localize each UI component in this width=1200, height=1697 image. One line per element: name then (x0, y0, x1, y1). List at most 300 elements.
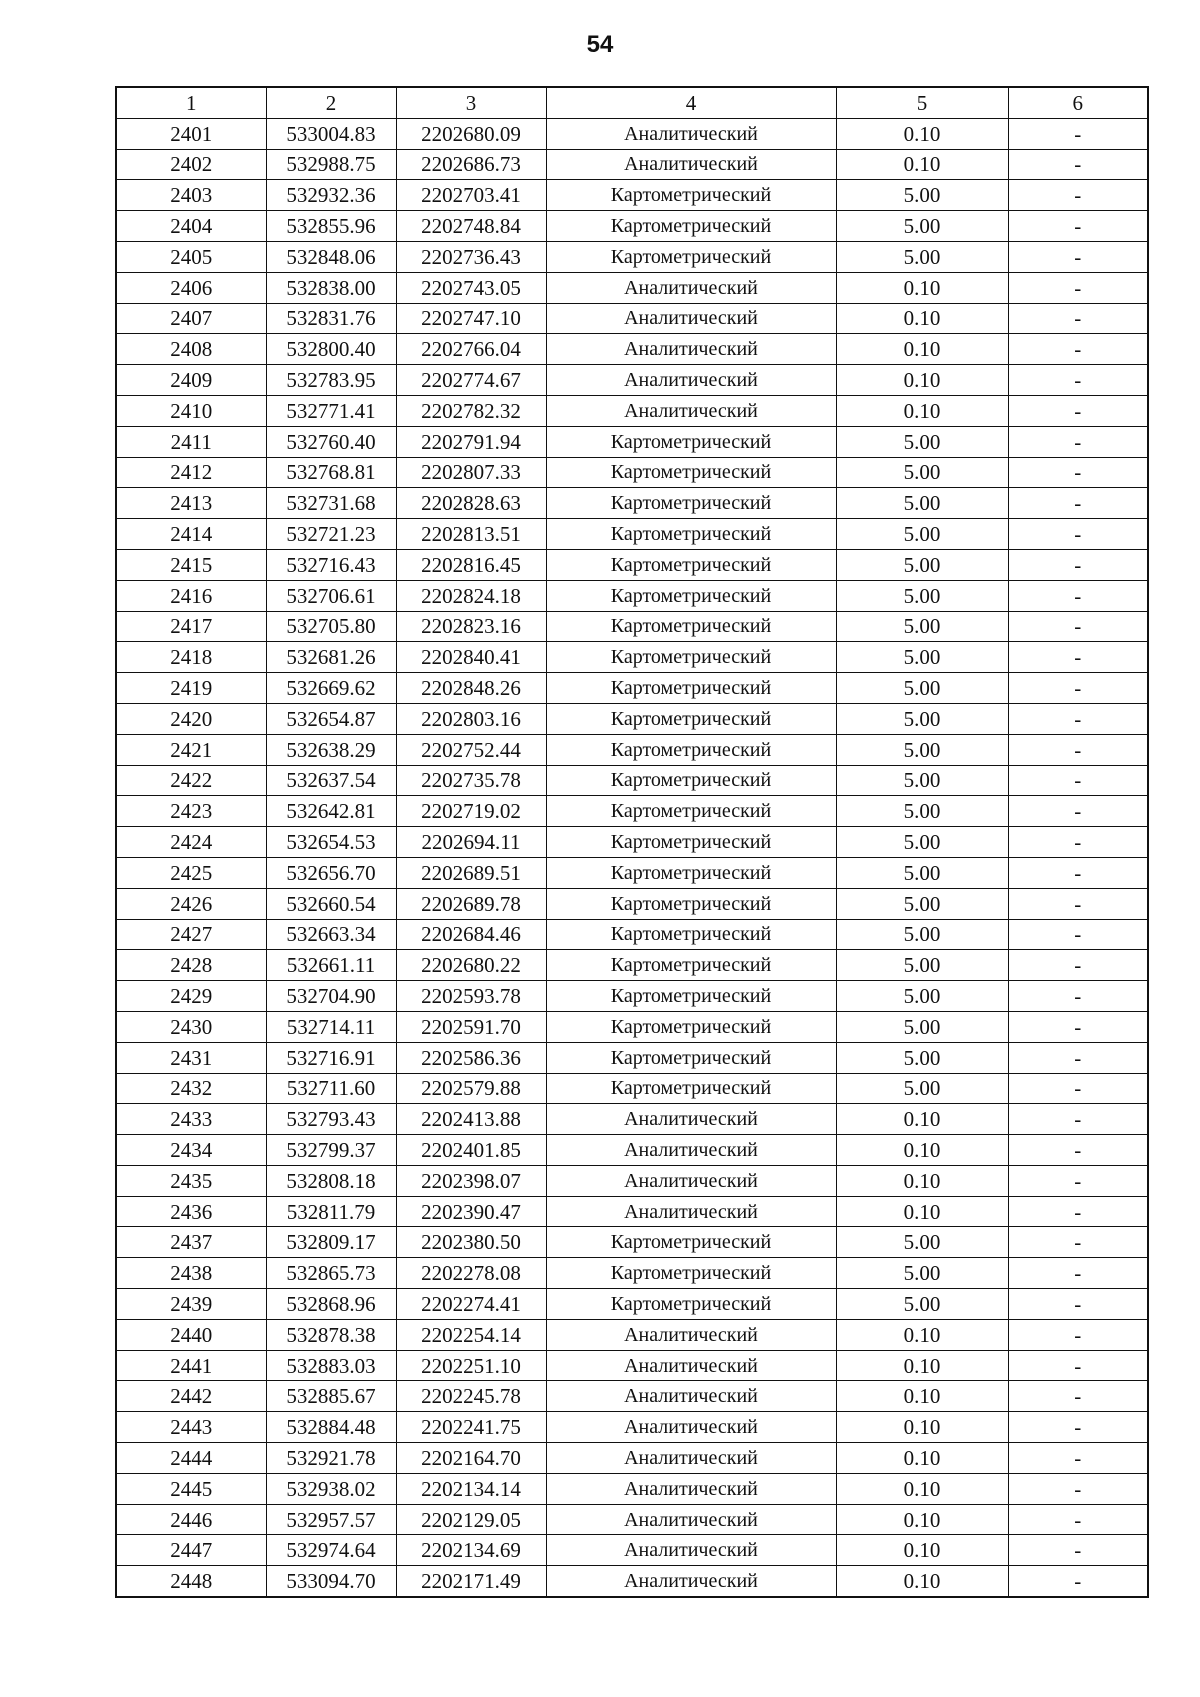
x-coordinate-cell: 532716.43 (266, 549, 396, 580)
note-cell: - (1008, 1535, 1148, 1566)
accuracy-cell: 0.10 (836, 1319, 1008, 1350)
x-coordinate-cell: 532800.40 (266, 334, 396, 365)
y-coordinate-cell: 2202774.67 (396, 365, 546, 396)
point-number-cell: 2447 (116, 1535, 266, 1566)
y-coordinate-cell: 2202736.43 (396, 241, 546, 272)
accuracy-cell: 0.10 (836, 1504, 1008, 1535)
y-coordinate-cell: 2202735.78 (396, 765, 546, 796)
column-header-6: 6 (1008, 87, 1148, 118)
y-coordinate-cell: 2202278.08 (396, 1258, 546, 1289)
method-cell: Картометрический (546, 611, 836, 642)
point-number-cell: 2431 (116, 1042, 266, 1073)
table-row (116, 580, 1148, 611)
y-coordinate-cell: 2202689.51 (396, 857, 546, 888)
table-row (116, 1135, 1148, 1166)
x-coordinate-cell: 532957.57 (266, 1504, 396, 1535)
accuracy-cell: 0.10 (836, 1566, 1008, 1597)
y-coordinate-cell: 2202680.22 (396, 950, 546, 981)
accuracy-cell: 5.00 (836, 703, 1008, 734)
y-coordinate-cell: 2202684.46 (396, 919, 546, 950)
y-coordinate-cell: 2202803.16 (396, 703, 546, 734)
x-coordinate-cell: 532656.70 (266, 857, 396, 888)
x-coordinate-cell: 532669.62 (266, 673, 396, 704)
column-header-1: 1 (116, 87, 266, 118)
y-coordinate-cell: 2202241.75 (396, 1412, 546, 1443)
note-cell: - (1008, 1073, 1148, 1104)
accuracy-cell: 5.00 (836, 549, 1008, 580)
point-number-cell: 2429 (116, 981, 266, 1012)
table-row (116, 211, 1148, 242)
accuracy-cell: 0.10 (836, 395, 1008, 426)
table-row (116, 796, 1148, 827)
y-coordinate-cell: 2202824.18 (396, 580, 546, 611)
accuracy-cell: 0.10 (836, 365, 1008, 396)
point-number-cell: 2417 (116, 611, 266, 642)
table-row (116, 1381, 1148, 1412)
accuracy-cell: 5.00 (836, 1011, 1008, 1042)
method-cell: Картометрический (546, 981, 836, 1012)
method-cell: Аналитический (546, 1104, 836, 1135)
method-cell: Аналитический (546, 1196, 836, 1227)
x-coordinate-cell: 532716.91 (266, 1042, 396, 1073)
method-cell: Аналитический (546, 149, 836, 180)
x-coordinate-cell: 532638.29 (266, 734, 396, 765)
note-cell: - (1008, 303, 1148, 334)
table-row (116, 457, 1148, 488)
x-coordinate-cell: 532988.75 (266, 149, 396, 180)
x-coordinate-cell: 532799.37 (266, 1135, 396, 1166)
accuracy-cell: 0.10 (836, 1535, 1008, 1566)
table-row (116, 1104, 1148, 1135)
accuracy-cell: 5.00 (836, 642, 1008, 673)
method-cell: Картометрический (546, 180, 836, 211)
x-coordinate-cell: 532974.64 (266, 1535, 396, 1566)
point-number-cell: 2446 (116, 1504, 266, 1535)
note-cell: - (1008, 426, 1148, 457)
point-number-cell: 2416 (116, 580, 266, 611)
point-number-cell: 2407 (116, 303, 266, 334)
method-cell: Аналитический (546, 1566, 836, 1597)
table-row (116, 919, 1148, 950)
point-number-cell: 2409 (116, 365, 266, 396)
y-coordinate-cell: 2202245.78 (396, 1381, 546, 1412)
y-coordinate-cell: 2202254.14 (396, 1319, 546, 1350)
x-coordinate-cell: 532878.38 (266, 1319, 396, 1350)
x-coordinate-cell: 532868.96 (266, 1289, 396, 1320)
y-coordinate-cell: 2202129.05 (396, 1504, 546, 1535)
table-row (116, 1443, 1148, 1474)
x-coordinate-cell: 532838.00 (266, 272, 396, 303)
y-coordinate-cell: 2202251.10 (396, 1350, 546, 1381)
accuracy-cell: 5.00 (836, 827, 1008, 858)
accuracy-cell: 5.00 (836, 981, 1008, 1012)
point-number-cell: 2444 (116, 1443, 266, 1474)
accuracy-cell: 5.00 (836, 796, 1008, 827)
table-row (116, 1319, 1148, 1350)
accuracy-cell: 5.00 (836, 888, 1008, 919)
table-body (116, 118, 1148, 1597)
accuracy-cell: 5.00 (836, 180, 1008, 211)
method-cell: Аналитический (546, 365, 836, 396)
accuracy-cell: 5.00 (836, 950, 1008, 981)
note-cell: - (1008, 1165, 1148, 1196)
x-coordinate-cell: 532811.79 (266, 1196, 396, 1227)
table-row (116, 981, 1148, 1012)
accuracy-cell: 5.00 (836, 457, 1008, 488)
table-row (116, 1196, 1148, 1227)
method-cell: Картометрический (546, 703, 836, 734)
accuracy-cell: 0.10 (836, 334, 1008, 365)
x-coordinate-cell: 532660.54 (266, 888, 396, 919)
table-row (116, 1473, 1148, 1504)
table-header-row (116, 87, 1148, 118)
point-number-cell: 2442 (116, 1381, 266, 1412)
x-coordinate-cell: 533094.70 (266, 1566, 396, 1597)
note-cell: - (1008, 765, 1148, 796)
table-row (116, 734, 1148, 765)
point-number-cell: 2437 (116, 1227, 266, 1258)
table-row (116, 1011, 1148, 1042)
accuracy-cell: 5.00 (836, 211, 1008, 242)
method-cell: Картометрический (546, 888, 836, 919)
method-cell: Аналитический (546, 1504, 836, 1535)
note-cell: - (1008, 272, 1148, 303)
accuracy-cell: 5.00 (836, 426, 1008, 457)
x-coordinate-cell: 532681.26 (266, 642, 396, 673)
column-header-4: 4 (546, 87, 836, 118)
y-coordinate-cell: 2202593.78 (396, 981, 546, 1012)
note-cell: - (1008, 395, 1148, 426)
y-coordinate-cell: 2202752.44 (396, 734, 546, 765)
note-cell: - (1008, 796, 1148, 827)
y-coordinate-cell: 2202807.33 (396, 457, 546, 488)
column-header-3: 3 (396, 87, 546, 118)
x-coordinate-cell: 532855.96 (266, 211, 396, 242)
accuracy-cell: 5.00 (836, 611, 1008, 642)
method-cell: Картометрический (546, 426, 836, 457)
point-number-cell: 2415 (116, 549, 266, 580)
y-coordinate-cell: 2202747.10 (396, 303, 546, 334)
y-coordinate-cell: 2202748.84 (396, 211, 546, 242)
table-row (116, 1412, 1148, 1443)
method-cell: Аналитический (546, 303, 836, 334)
note-cell: - (1008, 827, 1148, 858)
point-number-cell: 2420 (116, 703, 266, 734)
point-number-cell: 2406 (116, 272, 266, 303)
y-coordinate-cell: 2202840.41 (396, 642, 546, 673)
accuracy-cell: 0.10 (836, 1104, 1008, 1135)
point-number-cell: 2427 (116, 919, 266, 950)
method-cell: Картометрический (546, 950, 836, 981)
x-coordinate-cell: 532705.80 (266, 611, 396, 642)
table-row (116, 1350, 1148, 1381)
note-cell: - (1008, 734, 1148, 765)
y-coordinate-cell: 2202816.45 (396, 549, 546, 580)
y-coordinate-cell: 2202591.70 (396, 1011, 546, 1042)
method-cell: Аналитический (546, 1319, 836, 1350)
accuracy-cell: 5.00 (836, 1227, 1008, 1258)
column-header-2: 2 (266, 87, 396, 118)
note-cell: - (1008, 1412, 1148, 1443)
point-number-cell: 2411 (116, 426, 266, 457)
x-coordinate-cell: 532771.41 (266, 395, 396, 426)
table-row (116, 395, 1148, 426)
x-coordinate-cell: 532731.68 (266, 488, 396, 519)
method-cell: Аналитический (546, 1412, 836, 1443)
accuracy-cell: 0.10 (836, 1412, 1008, 1443)
point-number-cell: 2445 (116, 1473, 266, 1504)
note-cell: - (1008, 241, 1148, 272)
point-number-cell: 2414 (116, 519, 266, 550)
y-coordinate-cell: 2202848.26 (396, 673, 546, 704)
x-coordinate-cell: 532831.76 (266, 303, 396, 334)
note-cell: - (1008, 1289, 1148, 1320)
point-number-cell: 2405 (116, 241, 266, 272)
point-number-cell: 2425 (116, 857, 266, 888)
accuracy-cell: 0.10 (836, 1135, 1008, 1166)
accuracy-cell: 5.00 (836, 1289, 1008, 1320)
table-row (116, 1566, 1148, 1597)
note-cell: - (1008, 857, 1148, 888)
note-cell: - (1008, 549, 1148, 580)
y-coordinate-cell: 2202694.11 (396, 827, 546, 858)
table-row (116, 241, 1148, 272)
method-cell: Картометрический (546, 488, 836, 519)
method-cell: Картометрический (546, 734, 836, 765)
x-coordinate-cell: 532932.36 (266, 180, 396, 211)
point-number-cell: 2433 (116, 1104, 266, 1135)
x-coordinate-cell: 533004.83 (266, 118, 396, 149)
y-coordinate-cell: 2202823.16 (396, 611, 546, 642)
y-coordinate-cell: 2202586.36 (396, 1042, 546, 1073)
coordinates-table (115, 86, 1149, 1598)
note-cell: - (1008, 1042, 1148, 1073)
x-coordinate-cell: 532663.34 (266, 919, 396, 950)
table-row (116, 765, 1148, 796)
method-cell: Картометрический (546, 642, 836, 673)
accuracy-cell: 0.10 (836, 1381, 1008, 1412)
method-cell: Картометрический (546, 457, 836, 488)
accuracy-cell: 0.10 (836, 118, 1008, 149)
x-coordinate-cell: 532654.53 (266, 827, 396, 858)
note-cell: - (1008, 642, 1148, 673)
y-coordinate-cell: 2202134.69 (396, 1535, 546, 1566)
note-cell: - (1008, 1135, 1148, 1166)
note-cell: - (1008, 149, 1148, 180)
y-coordinate-cell: 2202791.94 (396, 426, 546, 457)
note-cell: - (1008, 1319, 1148, 1350)
point-number-cell: 2402 (116, 149, 266, 180)
table-row (116, 180, 1148, 211)
point-number-cell: 2438 (116, 1258, 266, 1289)
note-cell: - (1008, 211, 1148, 242)
y-coordinate-cell: 2202398.07 (396, 1165, 546, 1196)
note-cell: - (1008, 118, 1148, 149)
table-row (116, 118, 1148, 149)
method-cell: Картометрический (546, 1227, 836, 1258)
table-row (116, 1073, 1148, 1104)
note-cell: - (1008, 519, 1148, 550)
accuracy-cell: 5.00 (836, 673, 1008, 704)
accuracy-cell: 0.10 (836, 1473, 1008, 1504)
y-coordinate-cell: 2202828.63 (396, 488, 546, 519)
x-coordinate-cell: 532711.60 (266, 1073, 396, 1104)
y-coordinate-cell: 2202782.32 (396, 395, 546, 426)
x-coordinate-cell: 532884.48 (266, 1412, 396, 1443)
accuracy-cell: 5.00 (836, 1073, 1008, 1104)
point-number-cell: 2423 (116, 796, 266, 827)
point-number-cell: 2432 (116, 1073, 266, 1104)
table-row (116, 611, 1148, 642)
x-coordinate-cell: 532808.18 (266, 1165, 396, 1196)
note-cell: - (1008, 1011, 1148, 1042)
note-cell: - (1008, 1196, 1148, 1227)
accuracy-cell: 0.10 (836, 149, 1008, 180)
table-row (116, 703, 1148, 734)
table-row (116, 365, 1148, 396)
table-row (116, 303, 1148, 334)
accuracy-cell: 5.00 (836, 765, 1008, 796)
x-coordinate-cell: 532885.67 (266, 1381, 396, 1412)
point-number-cell: 2424 (116, 827, 266, 858)
y-coordinate-cell: 2202401.85 (396, 1135, 546, 1166)
x-coordinate-cell: 532642.81 (266, 796, 396, 827)
y-coordinate-cell: 2202719.02 (396, 796, 546, 827)
y-coordinate-cell: 2202274.41 (396, 1289, 546, 1320)
note-cell: - (1008, 981, 1148, 1012)
column-header-5: 5 (836, 87, 1008, 118)
table-row (116, 827, 1148, 858)
method-cell: Аналитический (546, 1473, 836, 1504)
accuracy-cell: 5.00 (836, 1042, 1008, 1073)
y-coordinate-cell: 2202766.04 (396, 334, 546, 365)
method-cell: Картометрический (546, 765, 836, 796)
point-number-cell: 2430 (116, 1011, 266, 1042)
method-cell: Аналитический (546, 1535, 836, 1566)
method-cell: Аналитический (546, 1165, 836, 1196)
note-cell: - (1008, 365, 1148, 396)
point-number-cell: 2440 (116, 1319, 266, 1350)
table-row (116, 673, 1148, 704)
y-coordinate-cell: 2202390.47 (396, 1196, 546, 1227)
accuracy-cell: 5.00 (836, 857, 1008, 888)
note-cell: - (1008, 457, 1148, 488)
table-row (116, 488, 1148, 519)
note-cell: - (1008, 1104, 1148, 1135)
note-cell: - (1008, 580, 1148, 611)
method-cell: Картометрический (546, 919, 836, 950)
x-coordinate-cell: 532938.02 (266, 1473, 396, 1504)
note-cell: - (1008, 919, 1148, 950)
y-coordinate-cell: 2202689.78 (396, 888, 546, 919)
y-coordinate-cell: 2202703.41 (396, 180, 546, 211)
y-coordinate-cell: 2202171.49 (396, 1566, 546, 1597)
point-number-cell: 2403 (116, 180, 266, 211)
method-cell: Аналитический (546, 334, 836, 365)
y-coordinate-cell: 2202579.88 (396, 1073, 546, 1104)
accuracy-cell: 0.10 (836, 1196, 1008, 1227)
accuracy-cell: 0.10 (836, 303, 1008, 334)
y-coordinate-cell: 2202680.09 (396, 118, 546, 149)
method-cell: Аналитический (546, 118, 836, 149)
table-row (116, 426, 1148, 457)
accuracy-cell: 0.10 (836, 1443, 1008, 1474)
y-coordinate-cell: 2202164.70 (396, 1443, 546, 1474)
note-cell: - (1008, 673, 1148, 704)
accuracy-cell: 5.00 (836, 519, 1008, 550)
table-row (116, 950, 1148, 981)
x-coordinate-cell: 532783.95 (266, 365, 396, 396)
accuracy-cell: 5.00 (836, 734, 1008, 765)
table-row (116, 857, 1148, 888)
accuracy-cell: 5.00 (836, 488, 1008, 519)
x-coordinate-cell: 532714.11 (266, 1011, 396, 1042)
x-coordinate-cell: 532704.90 (266, 981, 396, 1012)
table-row (116, 1504, 1148, 1535)
method-cell: Аналитический (546, 1443, 836, 1474)
note-cell: - (1008, 1566, 1148, 1597)
point-number-cell: 2439 (116, 1289, 266, 1320)
accuracy-cell: 5.00 (836, 1258, 1008, 1289)
note-cell: - (1008, 488, 1148, 519)
table-row (116, 549, 1148, 580)
note-cell: - (1008, 1227, 1148, 1258)
method-cell: Картометрический (546, 519, 836, 550)
x-coordinate-cell: 532793.43 (266, 1104, 396, 1135)
accuracy-cell: 5.00 (836, 580, 1008, 611)
accuracy-cell: 0.10 (836, 1350, 1008, 1381)
table-row (116, 642, 1148, 673)
table-row (116, 272, 1148, 303)
note-cell: - (1008, 1473, 1148, 1504)
x-coordinate-cell: 532865.73 (266, 1258, 396, 1289)
table-row (116, 1042, 1148, 1073)
note-cell: - (1008, 180, 1148, 211)
note-cell: - (1008, 950, 1148, 981)
note-cell: - (1008, 611, 1148, 642)
point-number-cell: 2428 (116, 950, 266, 981)
table-row (116, 149, 1148, 180)
method-cell: Картометрический (546, 1258, 836, 1289)
table-row (116, 334, 1148, 365)
accuracy-cell: 0.10 (836, 1165, 1008, 1196)
x-coordinate-cell: 532661.11 (266, 950, 396, 981)
accuracy-cell: 5.00 (836, 919, 1008, 950)
point-number-cell: 2426 (116, 888, 266, 919)
note-cell: - (1008, 1350, 1148, 1381)
table-row (116, 1535, 1148, 1566)
point-number-cell: 2436 (116, 1196, 266, 1227)
x-coordinate-cell: 532809.17 (266, 1227, 396, 1258)
accuracy-cell: 5.00 (836, 241, 1008, 272)
method-cell: Аналитический (546, 1350, 836, 1381)
table-row (116, 888, 1148, 919)
point-number-cell: 2441 (116, 1350, 266, 1381)
x-coordinate-cell: 532721.23 (266, 519, 396, 550)
y-coordinate-cell: 2202380.50 (396, 1227, 546, 1258)
point-number-cell: 2418 (116, 642, 266, 673)
x-coordinate-cell: 532848.06 (266, 241, 396, 272)
note-cell: - (1008, 703, 1148, 734)
x-coordinate-cell: 532654.87 (266, 703, 396, 734)
method-cell: Картометрический (546, 1011, 836, 1042)
point-number-cell: 2421 (116, 734, 266, 765)
table-row (116, 1165, 1148, 1196)
table-row (116, 1227, 1148, 1258)
note-cell: - (1008, 1258, 1148, 1289)
y-coordinate-cell: 2202413.88 (396, 1104, 546, 1135)
accuracy-cell: 0.10 (836, 272, 1008, 303)
